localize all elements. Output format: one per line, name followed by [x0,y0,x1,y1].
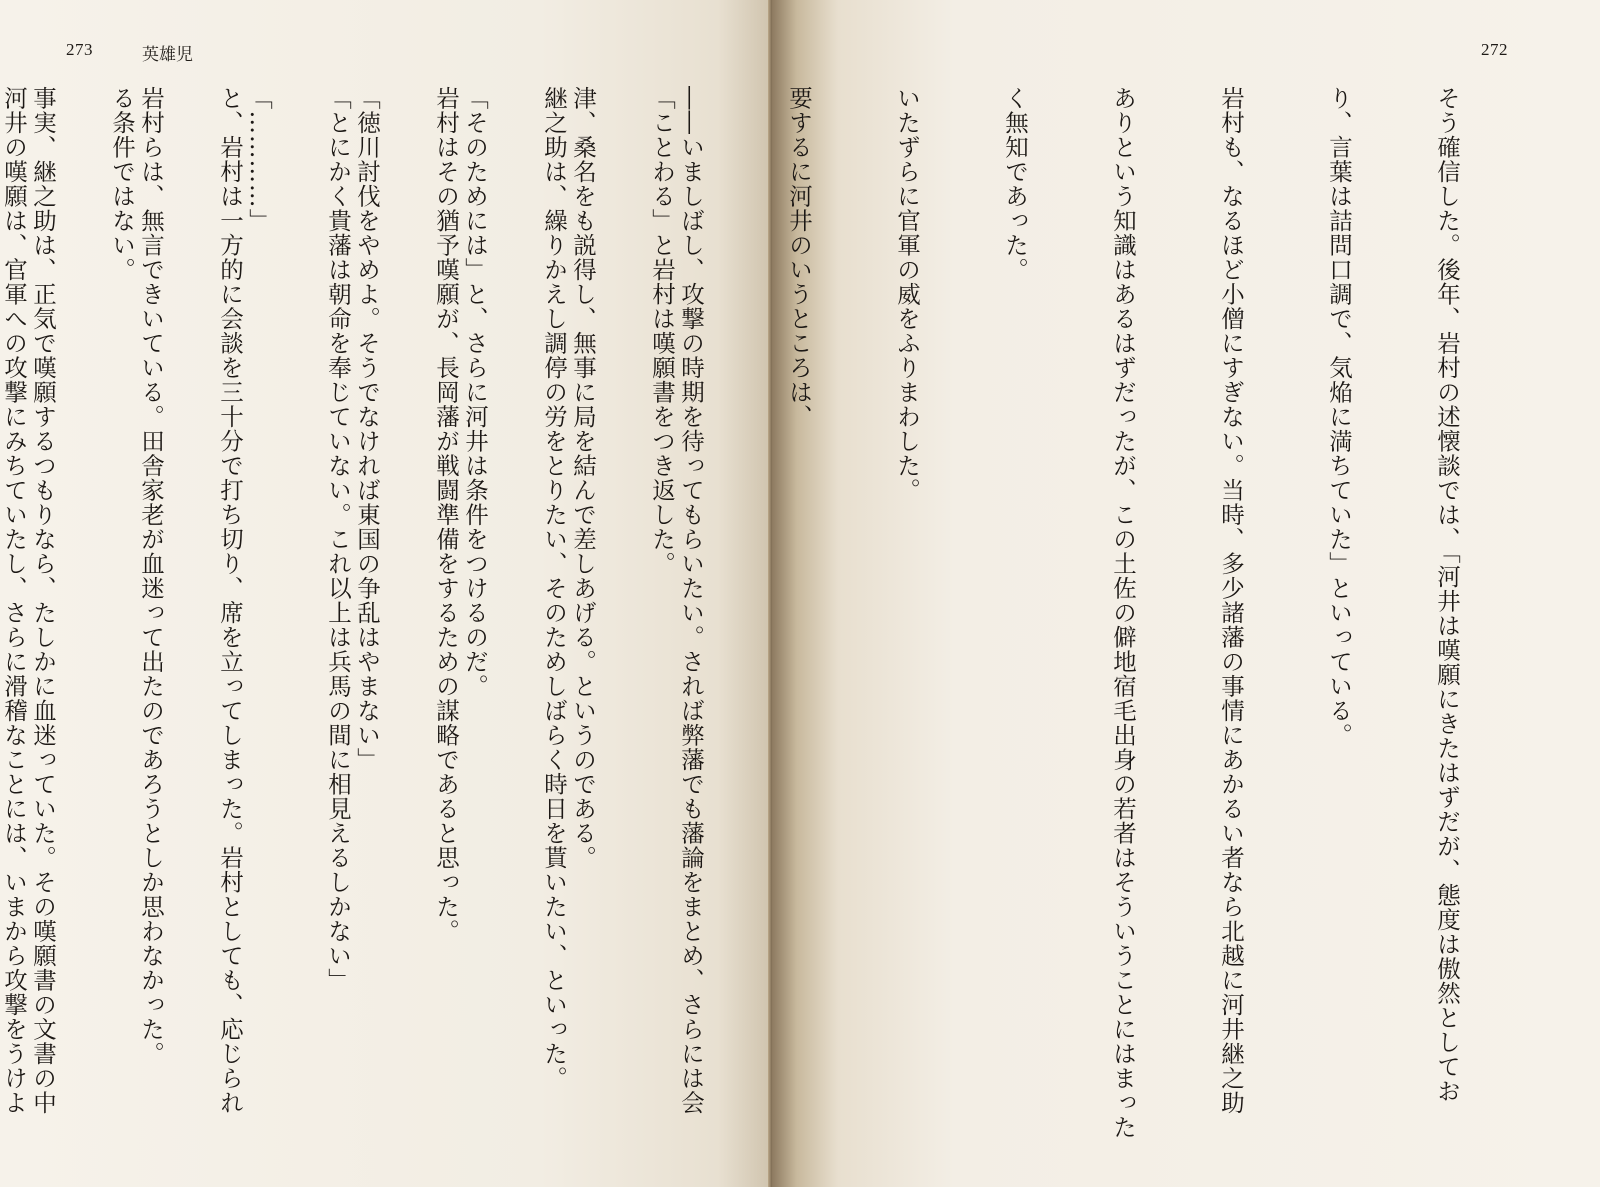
text-line: 岩村らは、無言できいている。田舎家老が血迷って出たのであろうとしか思わなかった。 [137,86,165,1066]
text-line: 継之助は、繰りかえし調停の労をとりたい、そのためしばらく時日を貰いたい、といった。 [540,86,568,1091]
text-line: 事実、継之助は、正気で嘆願するつもりなら、たしかに血迷っていた。その嘆願書の文書の中 [29,86,57,1115]
text-line: 「…………」 [245,86,273,233]
text-line: 要するに河井のいうところは、 [785,86,813,429]
text-line: ――いましばし、攻撃の時期を待ってもらいたい。されば弊藩でも藩論をまとめ、さらには会 [677,86,705,1115]
text-line: 岩村はその猶予嘆願が、長岡藩が戦闘準備をするための謀略であると思った。 [432,86,460,944]
text-line: 河井の嘆願は、官軍への攻撃にみちていたし、さらに滑稽なことには、いまから攻撃をうけよ [0,86,28,1115]
text-line: く無知であった。 [1001,86,1029,282]
text-line: 津、桑名をも説得し、無事に局を結んで差しあげる。というのである。 [569,86,597,870]
text-line: り、言葉は詰問口調で、気焔に満ちていた」といっている。 [1325,86,1353,748]
text-line: 「徳川討伐をやめよ。そうでなければ東国の争乱はやまない」 [353,86,381,772]
text-line: る条件ではない。 [108,86,136,282]
text-line: 「ことわる」と岩村は嘆願書をつき返した。 [648,86,676,576]
running-head: 英雄児 [142,45,193,65]
text-line: と、岩村は一方的に会談を三十分で打ち切り、席を立ってしまった。岩村としても、応じられ [216,86,244,1115]
text-line: 「そのためには」と、さらに河井は条件をつけるのだ。 [461,86,489,699]
page-number-right: 272 [1481,40,1508,59]
text-line: いたずらに官軍の威をふりまわした。 [893,86,921,503]
text-line: 岩村も、なるほど小僧にすぎない。当時、多少諸藩の事情にあかるい者なら北越に河井継之助 [1217,86,1245,1115]
text-line: そう確信した。後年、岩村の述懐談では、「河井は嘆願にきたはずだが、態度は傲然としてお [1433,86,1461,1104]
page-number-left: 273 [66,40,93,59]
text-line: ありという知識はあるはずだったが、この土佐の僻地宿毛出身の若者はそういうことにはまった [1109,86,1137,1140]
text-line: 「とにかく貴藩は朝命を奉じていない。これ以上は兵馬の間に相見えるしかない」 [324,86,352,993]
